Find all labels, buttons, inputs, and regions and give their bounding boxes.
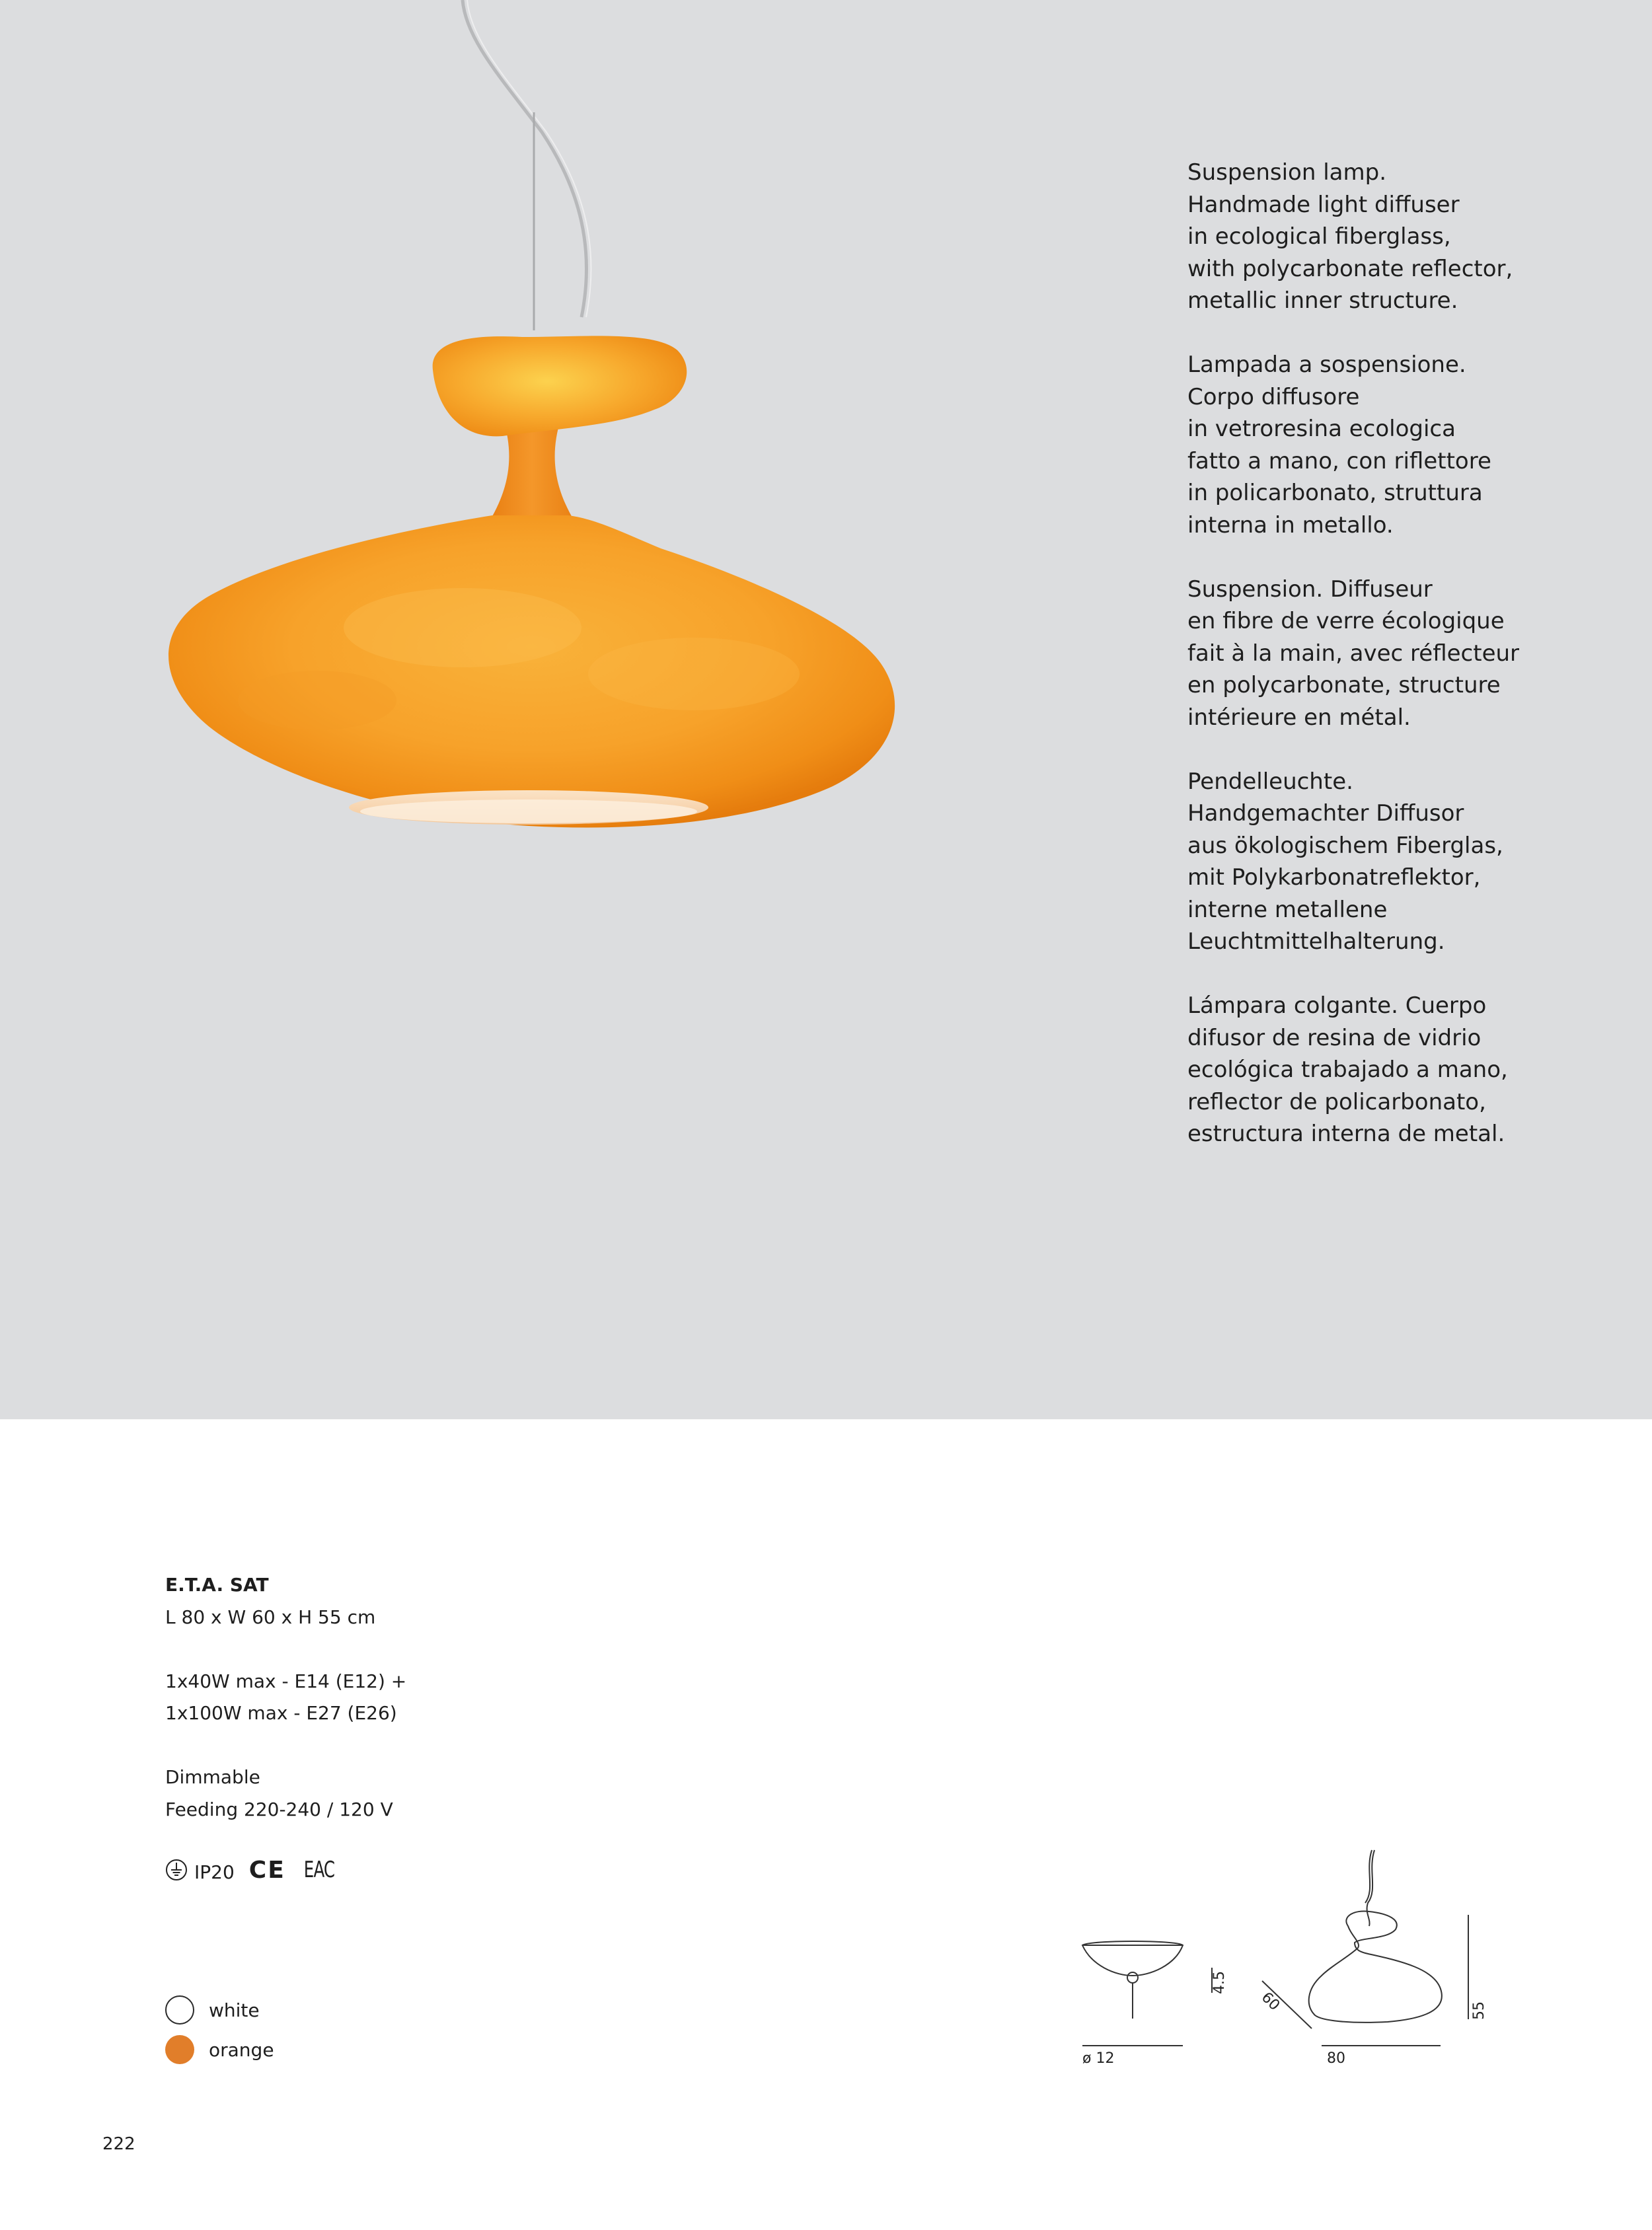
bulb-spec-2: 1x100W max - E27 (E26) bbox=[165, 1702, 397, 1724]
canopy-diameter-label: ø 12 bbox=[1082, 2050, 1115, 2067]
product-name: E.T.A. SAT bbox=[165, 1574, 269, 1596]
description-german: Pendelleuchte. Handgemachter Diffusor aus ökologischem Fiberglas, mit Polykarbonatreflektor, interne metallene Leuchtmittelhalterung. bbox=[1187, 768, 1503, 955]
lamp-width-label: 60 bbox=[1258, 1989, 1283, 2015]
feeding-voltage: Feeding 220-240 / 120 V bbox=[165, 1798, 393, 1820]
description-french: Suspension. Diffuseur en fibre de verre écologique fait à la main, avec réflecteur en polycarbonate, structure intérieure en métal. bbox=[1187, 576, 1520, 731]
ce-mark: CE bbox=[248, 1856, 285, 1884]
lamp-length-label: 80 bbox=[1327, 2050, 1345, 2067]
ip-rating: IP20 bbox=[194, 1861, 235, 1883]
canopy-drawing bbox=[1082, 1941, 1212, 2046]
canopy-height-label: 4.5 bbox=[1211, 1971, 1228, 1994]
product-dimensions: L 80 x W 60 x H 55 cm bbox=[165, 1606, 376, 1628]
lamp-height-label: 55 bbox=[1471, 2001, 1487, 2020]
finish-label-orange: orange bbox=[209, 2038, 274, 2061]
lamp-drawing bbox=[1262, 1850, 1468, 2046]
description-english: Suspension lamp. Handmade light diffuser in ecological fiberglass, with polycarbonate reflector, metallic inner structure. bbox=[1187, 159, 1513, 314]
finish-label-white: white bbox=[209, 1999, 260, 2021]
description-spanish: Lámpara colgante. Cuerpo difusor de resina de vidrio ecológica trabajado a mano, reflector de policarbonato, estructura interna de metal. bbox=[1187, 992, 1508, 1147]
page-number: 222 bbox=[102, 2134, 135, 2154]
description-italian: Lampada a sospensione. Corpo diffusore in vetroresina ecologica fatto a mano, con riflettore in policarbonato, struttura interna in metallo. bbox=[1187, 352, 1491, 539]
eac-mark: EAC bbox=[303, 1857, 335, 1883]
dimmable-label: Dimmable bbox=[165, 1766, 260, 1788]
bulb-spec-1: 1x40W max - E14 (E12) + bbox=[165, 1670, 407, 1692]
